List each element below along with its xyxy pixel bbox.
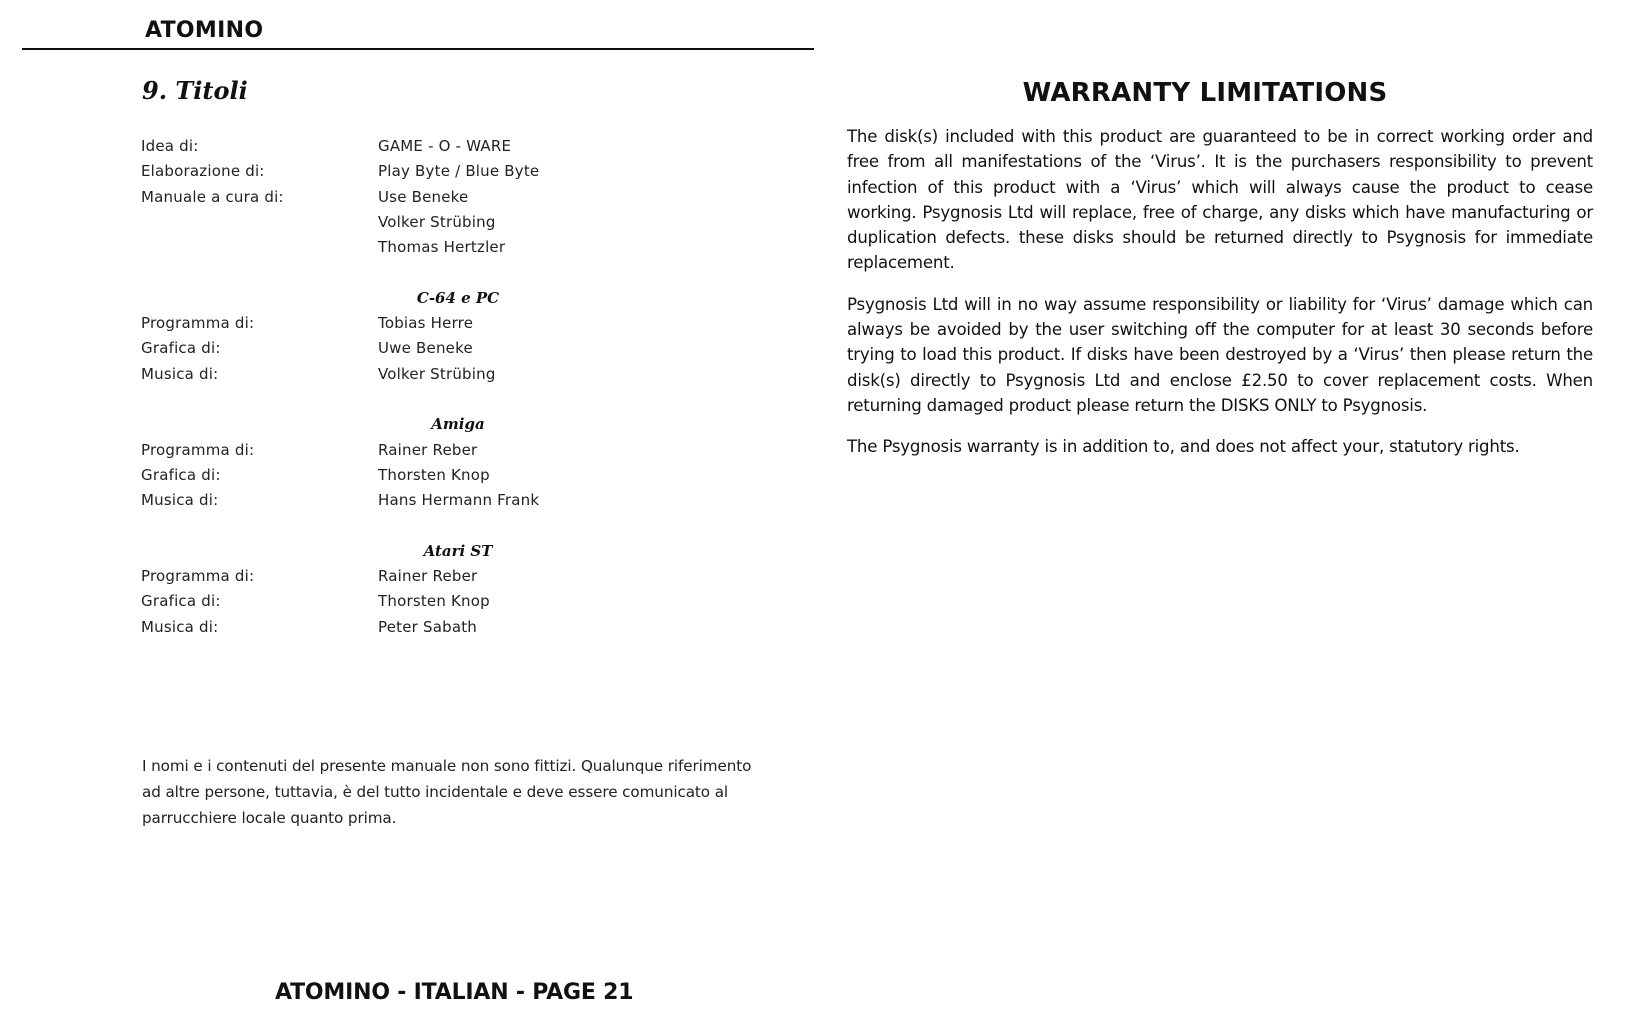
credit-role: Musica di: (141, 617, 219, 636)
credits-list (141, 134, 761, 640)
group-spacer (141, 260, 761, 285)
credit-role: Grafica di: (141, 465, 221, 484)
credit-name: GAME - O - WARE (378, 137, 512, 155)
group-spacer (141, 513, 761, 538)
credit-name: Peter Sabath (378, 617, 477, 636)
section-title: 9. Titoli (142, 76, 248, 105)
credit-name: Volker Strübing (378, 364, 496, 383)
platform-heading-atari-st: Atari ST (423, 541, 493, 560)
credit-row (141, 564, 761, 589)
credit-name: Hans Hermann Frank (378, 491, 540, 510)
running-header: ATOMINO (145, 18, 264, 43)
credit-role: Musica di: (141, 491, 219, 510)
credit-role (141, 210, 378, 235)
credit-role: Grafica di: (141, 339, 221, 358)
warranty-title: WARRANTY LIMITATIONS (1022, 78, 1388, 108)
credit-row (141, 235, 761, 260)
right-page (815, 0, 1633, 1017)
credit-role: Programma di: (141, 440, 255, 459)
credit-name: Thorsten Knop (378, 465, 490, 484)
credit-role: Elaborazione di: (141, 162, 265, 181)
disclaimer-text: I nomi e i contenuti del presente manuale non sono fittizi. Qualunque riferimento ad altre persone, tuttavia, è del tutto incidentale e deve essere comunicato al parrucchiere locale quanto prima. (142, 757, 752, 827)
credit-name: Thomas Hertzler (378, 238, 506, 257)
warranty-body (847, 124, 1593, 476)
credit-row (141, 438, 761, 463)
warranty-paragraph: The disk(s) included with this product are guaranteed to be in correct working order and free from all manifestations of the ‘Virus’. It is the purchasers responsibility to prevent infection of this product with a ‘Virus’ which will always cause the product to cease working. Psygnosis Ltd will replace, free of charge, any disks which have manufacturing or duplication defects. these disks should be returned directly to Psygnosis for immediate replacement. (847, 127, 1593, 273)
credit-row (141, 185, 761, 210)
left-page (0, 0, 815, 1017)
credit-row (141, 210, 761, 235)
platform-heading-amiga: Amiga (431, 415, 485, 434)
page-footer: ATOMINO - ITALIAN - PAGE 21 (275, 980, 634, 1005)
credit-row (141, 336, 761, 361)
credit-role: Idea di: (141, 137, 199, 155)
credit-row (141, 589, 761, 614)
platform-heading-c64-pc: C-64 e PC (416, 288, 500, 307)
credit-row (141, 615, 761, 640)
credit-name: Rainer Reber (378, 440, 478, 459)
warranty-paragraph: Psygnosis Ltd will in no way assume responsibility or liability for ‘Virus’ damage which can always be avoided by the user switching off the computer for at least 30 seconds before trying to load this product. If disks have been destroyed by a ‘Virus’ then please return the disk(s) directly to Psygnosis Ltd and enclose £2.50 to cover replacement costs. When returning damaged product please return the DISKS ONLY to Psygnosis. (847, 294, 1593, 415)
credit-role: Manuale a cura di: (141, 187, 284, 206)
credit-row (141, 159, 761, 184)
credit-row (141, 134, 761, 159)
credit-row (141, 362, 761, 387)
credit-name: Uwe Beneke (378, 339, 473, 358)
credit-row (141, 311, 761, 336)
credit-role: Grafica di: (141, 592, 221, 611)
header-rule (22, 48, 814, 50)
credit-role: Programma di: (141, 567, 255, 586)
group-spacer (141, 387, 761, 412)
credit-name: Use Beneke (378, 187, 469, 206)
credit-row (141, 463, 761, 488)
credit-name: Play Byte / Blue Byte (378, 162, 540, 181)
credit-role: Programma di: (141, 314, 255, 333)
credit-name: Volker Strübing (378, 212, 496, 231)
credit-role (141, 235, 378, 260)
credit-role: Musica di: (141, 364, 219, 383)
credit-row (141, 488, 761, 513)
warranty-paragraph: The Psygnosis warranty is in addition to, and does not affect your, statutory rights. (847, 437, 1520, 457)
credit-name: Thorsten Knop (378, 592, 490, 611)
credit-name: Tobias Herre (378, 314, 474, 333)
credit-name: Rainer Reber (378, 567, 478, 586)
